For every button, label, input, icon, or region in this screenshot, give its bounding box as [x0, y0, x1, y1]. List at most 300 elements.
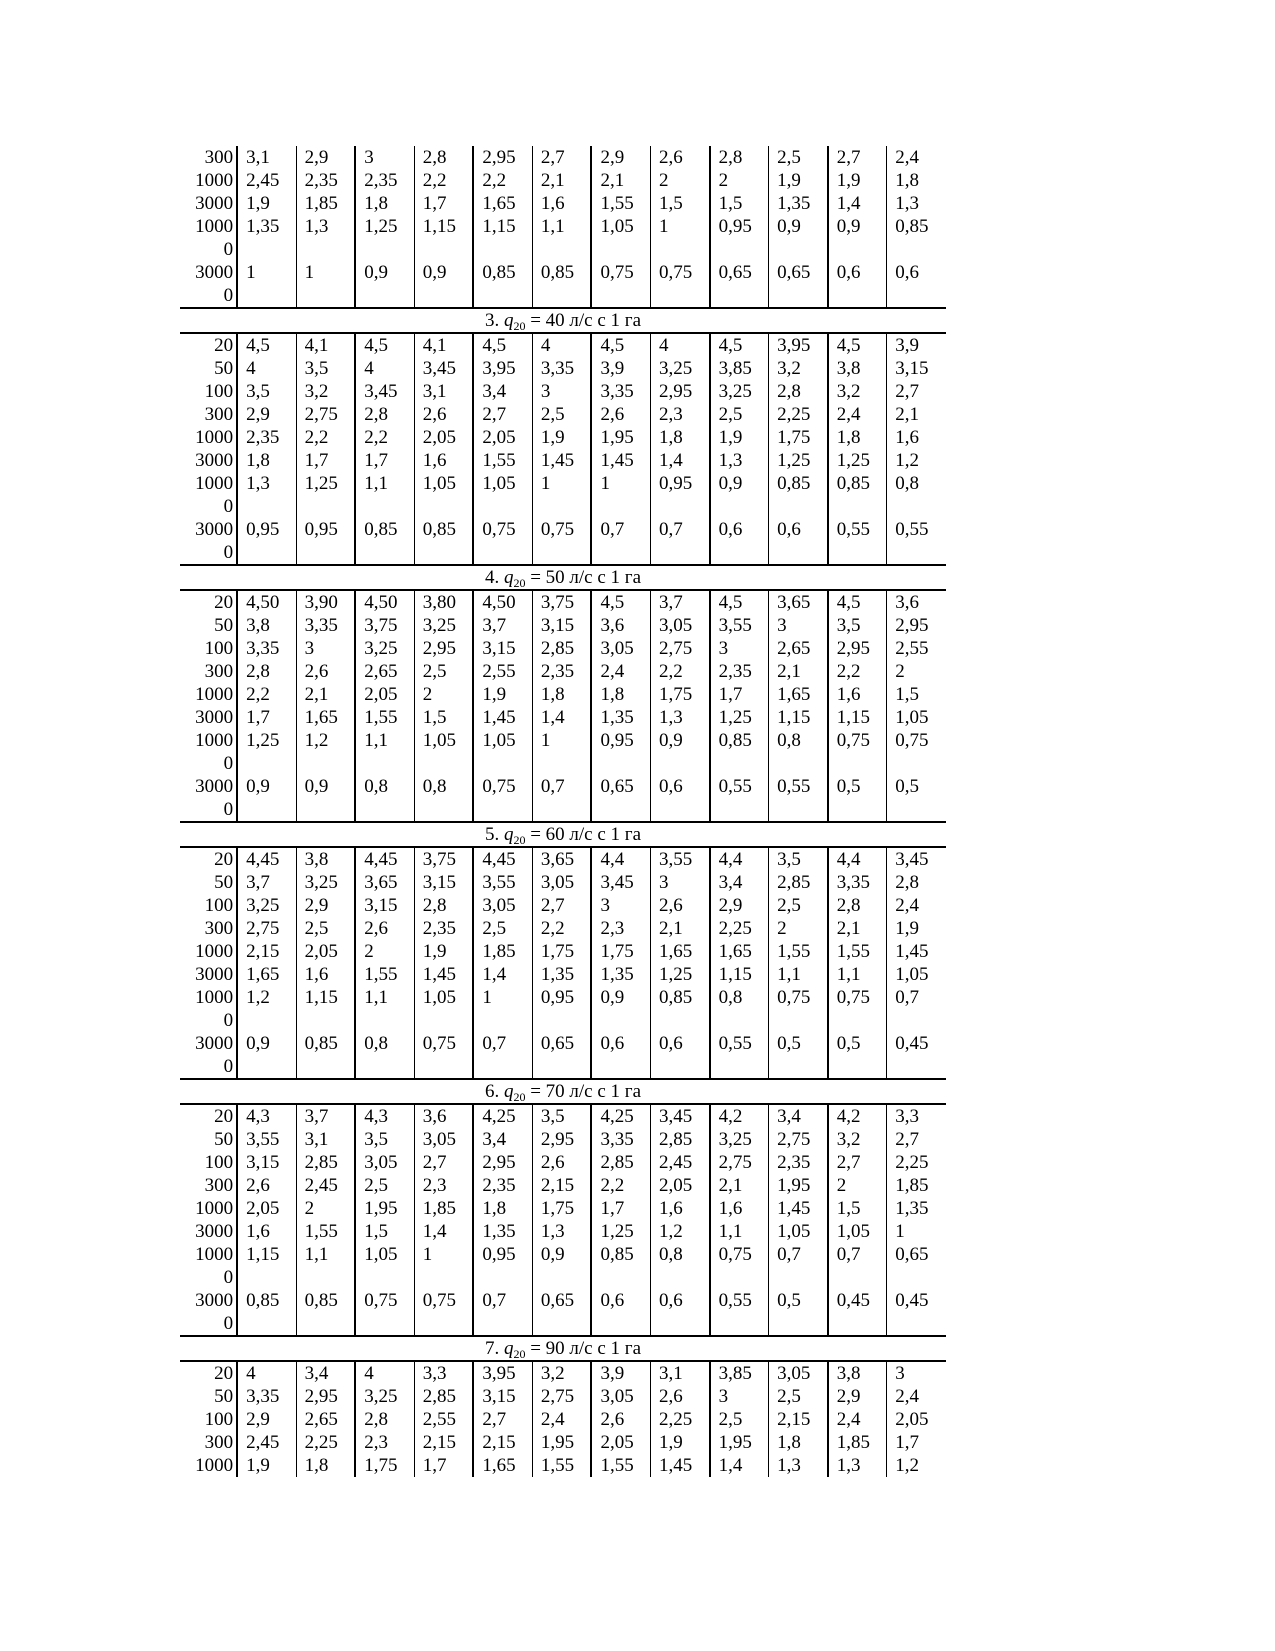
- table-cell: 2,6: [651, 1385, 710, 1408]
- table-cell: 2,7: [532, 146, 591, 169]
- table-cell: 0,65: [532, 1289, 591, 1336]
- table-cell: 1,8: [769, 1431, 828, 1454]
- table-cell: 0,45: [887, 1289, 946, 1336]
- table-row: [180, 169, 946, 192]
- table-cell: 0,75: [710, 1243, 769, 1289]
- table-row: [180, 1174, 946, 1197]
- table-row: [180, 449, 946, 472]
- table-cell: 2,55: [414, 1408, 473, 1431]
- table-cell: 0,45: [828, 1289, 887, 1336]
- row-label: 3000: [195, 1221, 234, 1242]
- table-row: [180, 660, 946, 683]
- table-cell: 0,6: [651, 1289, 710, 1336]
- table-cell: 2,5: [355, 1174, 414, 1197]
- row-label: 1000 0: [195, 473, 234, 517]
- table-cell: 1,25: [651, 963, 710, 986]
- table-cell: 3,05: [355, 1151, 414, 1174]
- table-cell: 2,2: [296, 426, 355, 449]
- table-cell: 3,45: [887, 847, 946, 871]
- table-cell: 1,3: [710, 449, 769, 472]
- row-label: 100: [204, 638, 234, 659]
- row-label: 300: [204, 1432, 234, 1453]
- table-cell: 1,3: [887, 192, 946, 215]
- table-cell: 1,75: [591, 940, 650, 963]
- table-cell: 3,25: [710, 1128, 769, 1151]
- table-cell: 1,6: [887, 426, 946, 449]
- table-row: [180, 1289, 946, 1336]
- table-cell: 3: [591, 894, 650, 917]
- table-cell: 1,8: [355, 192, 414, 215]
- table-cell: 1,95: [532, 1431, 591, 1454]
- table-cell: 0,9: [651, 729, 710, 775]
- table-cell: 0,5: [769, 1032, 828, 1079]
- table-cell: 2,75: [532, 1385, 591, 1408]
- table-cell: 2,85: [414, 1385, 473, 1408]
- table-row: [180, 986, 946, 1032]
- table-cell: 1,2: [296, 729, 355, 775]
- section-header-prefix: 3.: [484, 310, 504, 331]
- table-cell: 1,55: [355, 706, 414, 729]
- table-row: [180, 380, 946, 403]
- table-cell: 0,85: [296, 1289, 355, 1336]
- table-row: [180, 1243, 946, 1289]
- table-cell: 2,95: [296, 1385, 355, 1408]
- table-cell: 4,2: [710, 1104, 769, 1128]
- table-row: [180, 192, 946, 215]
- row-label: 100: [204, 895, 234, 916]
- table-cell: 1,8: [591, 683, 650, 706]
- table-cell: 4,50: [355, 590, 414, 614]
- table-cell: 2,4: [887, 894, 946, 917]
- table-cell: 1,55: [828, 940, 887, 963]
- table-cell: 1: [887, 1220, 946, 1243]
- table-cell: 0,95: [473, 1243, 532, 1289]
- row-label: 3000: [195, 193, 234, 214]
- table-cell: 3,1: [651, 1361, 710, 1385]
- table-cell: 3,25: [355, 1385, 414, 1408]
- table-cell: 1,4: [473, 963, 532, 986]
- table-cell: 0,7: [473, 1032, 532, 1079]
- table-cell: 3,9: [887, 333, 946, 357]
- table-cell: 0,75: [651, 261, 710, 308]
- table-cell: 2,8: [237, 660, 296, 683]
- table-row: [180, 963, 946, 986]
- table-cell: 0,9: [532, 1243, 591, 1289]
- table-cell: 2,5: [769, 1385, 828, 1408]
- row-label: 1000 0: [195, 987, 234, 1031]
- table-cell: 3,65: [769, 590, 828, 614]
- table-cell: 3,55: [651, 847, 710, 871]
- table-cell: 1,2: [237, 986, 296, 1032]
- table-cell: 0,75: [414, 1032, 473, 1079]
- table-cell: 2,5: [710, 403, 769, 426]
- table-cell: 1,35: [473, 1220, 532, 1243]
- table-row: [180, 518, 946, 565]
- table-cell: 3,2: [532, 1361, 591, 1385]
- row-label: 50: [214, 1129, 234, 1150]
- table-cell: 3,35: [237, 1385, 296, 1408]
- table-cell: 1,15: [414, 215, 473, 261]
- table-cell: 0,55: [710, 775, 769, 822]
- table-cell: 2,2: [355, 426, 414, 449]
- table-cell: 3,15: [355, 894, 414, 917]
- table-cell: 4,5: [828, 333, 887, 357]
- table-cell: 0,6: [828, 261, 887, 308]
- table-cell: 1,1: [769, 963, 828, 986]
- table-cell: 2,05: [651, 1174, 710, 1197]
- table-cell: 2,9: [296, 146, 355, 169]
- table-cell: 2,6: [414, 403, 473, 426]
- table-cell: 0,8: [355, 1032, 414, 1079]
- row-label: 300: [204, 661, 234, 682]
- table-cell: 2,3: [591, 917, 650, 940]
- table-cell: 3,55: [237, 1128, 296, 1151]
- section-header-suffix: = 40 л/с с 1 га: [525, 310, 642, 331]
- table-row: [180, 403, 946, 426]
- flow-symbol-subscript: 20: [513, 1347, 526, 1361]
- flow-symbol-subscript: 20: [513, 576, 526, 590]
- table-cell: 1,35: [769, 192, 828, 215]
- table-cell: 2,8: [828, 894, 887, 917]
- data-table: [180, 146, 946, 309]
- table-cell: 1,9: [769, 169, 828, 192]
- table-row: [180, 1104, 946, 1128]
- table-cell: 1: [532, 472, 591, 518]
- table-cell: 3,45: [591, 871, 650, 894]
- table-cell: 1,55: [591, 1454, 650, 1477]
- table-cell: 2,05: [887, 1408, 946, 1431]
- table-cell: 0,75: [355, 1289, 414, 1336]
- table-cell: 2,45: [651, 1151, 710, 1174]
- table-cell: 2: [414, 683, 473, 706]
- table-cell: 4,5: [355, 333, 414, 357]
- table-cell: 3,15: [887, 357, 946, 380]
- section-header: [180, 309, 946, 332]
- table-cell: 3,35: [237, 637, 296, 660]
- table-cell: 3,5: [237, 380, 296, 403]
- table-cell: 4,5: [710, 590, 769, 614]
- table-cell: 0,7: [828, 1243, 887, 1289]
- table-cell: 3,25: [355, 637, 414, 660]
- table-cell: 0,65: [591, 775, 650, 822]
- table-row: [180, 1408, 946, 1431]
- table-cell: 1: [414, 1243, 473, 1289]
- row-label: 50: [214, 872, 234, 893]
- table-cell: 2,15: [473, 1431, 532, 1454]
- table-cell: 1,3: [651, 706, 710, 729]
- table-cell: 2,05: [591, 1431, 650, 1454]
- table-cell: 0,75: [532, 518, 591, 565]
- table-cell: 4: [651, 333, 710, 357]
- table-cell: 1,1: [710, 1220, 769, 1243]
- table-cell: 1,65: [710, 940, 769, 963]
- table-cell: 1,8: [237, 449, 296, 472]
- table-cell: 2,25: [296, 1431, 355, 1454]
- row-label: 100: [204, 381, 234, 402]
- table-cell: 3,2: [296, 380, 355, 403]
- table-cell: 1,35: [591, 963, 650, 986]
- row-label: 3000 0: [195, 262, 234, 306]
- table-cell: 2,75: [651, 637, 710, 660]
- table-cell: 2,05: [237, 1197, 296, 1220]
- row-label: 3000 0: [195, 776, 234, 820]
- table-cell: 0,95: [710, 215, 769, 261]
- flow-symbol-subscript: 20: [513, 833, 526, 847]
- table-cell: 3,45: [414, 357, 473, 380]
- flow-symbol-subscript: 20: [513, 319, 526, 333]
- table-cell: 1,45: [532, 449, 591, 472]
- row-label: 1000 0: [195, 730, 234, 774]
- table-cell: 1,9: [651, 1431, 710, 1454]
- table-cell: 3: [651, 871, 710, 894]
- table-cell: 1,65: [473, 1454, 532, 1477]
- table-cell: 2,35: [532, 660, 591, 683]
- table-row: [180, 357, 946, 380]
- table-cell: 2: [355, 940, 414, 963]
- table-cell: 3,9: [591, 1361, 650, 1385]
- table-cell: 4,3: [237, 1104, 296, 1128]
- row-label: 3000 0: [195, 1033, 234, 1077]
- table-row: [180, 917, 946, 940]
- table-cell: 2,9: [710, 894, 769, 917]
- table-cell: 1,5: [887, 683, 946, 706]
- table-cell: 0,7: [651, 518, 710, 565]
- row-label: 1000: [195, 170, 234, 191]
- table-cell: 0,75: [473, 775, 532, 822]
- table-cell: 3,5: [296, 357, 355, 380]
- table-cell: 1,3: [828, 1454, 887, 1477]
- table-row: [180, 1151, 946, 1174]
- table-cell: 1,5: [651, 192, 710, 215]
- row-label: 20: [214, 1363, 234, 1384]
- table-cell: 2,8: [414, 146, 473, 169]
- table-cell: 1,4: [710, 1454, 769, 1477]
- table-cell: 3,75: [532, 590, 591, 614]
- table-cell: 1,5: [710, 192, 769, 215]
- table-cell: 1,05: [473, 472, 532, 518]
- table-cell: 1,9: [414, 940, 473, 963]
- table-cell: 3,05: [414, 1128, 473, 1151]
- table-cell: 3,15: [237, 1151, 296, 1174]
- table-row: [180, 146, 946, 169]
- table-cell: 0,95: [296, 518, 355, 565]
- table-cell: 1,9: [828, 169, 887, 192]
- tables-region: [180, 146, 946, 1477]
- table-cell: 4: [237, 357, 296, 380]
- table-cell: 2,3: [355, 1431, 414, 1454]
- table-cell: 3,6: [887, 590, 946, 614]
- table-row: [180, 1361, 946, 1385]
- table-cell: 1,05: [414, 472, 473, 518]
- table-cell: 4,2: [828, 1104, 887, 1128]
- section-header-suffix: = 50 л/с с 1 га: [525, 567, 642, 588]
- table-cell: 2,6: [237, 1174, 296, 1197]
- table-cell: 2,1: [296, 683, 355, 706]
- table-cell: 1,25: [591, 1220, 650, 1243]
- table-cell: 2,55: [473, 660, 532, 683]
- table-cell: 2,95: [887, 614, 946, 637]
- table-cell: 2,85: [591, 1151, 650, 1174]
- table-cell: 3,4: [710, 871, 769, 894]
- table-cell: 0,55: [710, 1289, 769, 1336]
- row-label: 1000: [195, 1455, 234, 1476]
- table-cell: 3: [532, 380, 591, 403]
- table-cell: 3: [296, 637, 355, 660]
- table-cell: 2,6: [532, 1151, 591, 1174]
- table-cell: 3,9: [591, 357, 650, 380]
- table-cell: 0,85: [237, 1289, 296, 1336]
- table-cell: 4,1: [296, 333, 355, 357]
- flow-symbol: q: [503, 567, 514, 588]
- table-row: [180, 426, 946, 449]
- row-label: 300: [204, 918, 234, 939]
- table-cell: 1,05: [414, 986, 473, 1032]
- table-cell: 2,5: [769, 894, 828, 917]
- table-cell: 0,85: [710, 729, 769, 775]
- table-cell: 2,1: [710, 1174, 769, 1197]
- table-cell: 0,75: [769, 986, 828, 1032]
- table-cell: 1,85: [296, 192, 355, 215]
- table-cell: 2,5: [296, 917, 355, 940]
- table-cell: 2,15: [769, 1408, 828, 1431]
- table-cell: 1,7: [414, 1454, 473, 1477]
- data-table: [180, 1103, 946, 1337]
- table-cell: 2,35: [769, 1151, 828, 1174]
- section-header-prefix: 4.: [484, 567, 504, 588]
- table-cell: 1,6: [710, 1197, 769, 1220]
- table-cell: 2,05: [414, 426, 473, 449]
- table-cell: 1,1: [532, 215, 591, 261]
- table-cell: 1,45: [769, 1197, 828, 1220]
- table-cell: 2,8: [414, 894, 473, 917]
- table-cell: 1,05: [887, 706, 946, 729]
- table-cell: 1,75: [651, 683, 710, 706]
- table-row: [180, 261, 946, 308]
- table-cell: 2,2: [237, 683, 296, 706]
- row-label: 300: [204, 404, 234, 425]
- table-cell: 2,7: [887, 1128, 946, 1151]
- table-cell: 3,8: [828, 357, 887, 380]
- table-cell: 4,4: [591, 847, 650, 871]
- table-cell: 1,9: [887, 917, 946, 940]
- table-cell: 2,35: [414, 917, 473, 940]
- table-cell: 3,8: [237, 614, 296, 637]
- row-label: 50: [214, 358, 234, 379]
- table-cell: 2,2: [532, 917, 591, 940]
- table-cell: 3,2: [828, 1128, 887, 1151]
- table-cell: 1,6: [828, 683, 887, 706]
- table-cell: 0,85: [887, 215, 946, 261]
- table-cell: 1,15: [237, 1243, 296, 1289]
- table-cell: 3,85: [710, 357, 769, 380]
- row-label: 20: [214, 335, 234, 356]
- table-cell: 2,9: [237, 1408, 296, 1431]
- table-cell: 0,5: [769, 1289, 828, 1336]
- table-cell: 2,7: [473, 403, 532, 426]
- table-cell: 3,90: [296, 590, 355, 614]
- table-cell: 1,1: [355, 472, 414, 518]
- table-cell: 2,85: [296, 1151, 355, 1174]
- table-cell: 1,9: [473, 683, 532, 706]
- table-cell: 1,7: [414, 192, 473, 215]
- table-cell: 0,75: [887, 729, 946, 775]
- table-cell: 0,6: [887, 261, 946, 308]
- table-cell: 0,6: [651, 775, 710, 822]
- table-cell: 0,7: [532, 775, 591, 822]
- table-cell: 1,15: [710, 963, 769, 986]
- table-cell: 1,15: [473, 215, 532, 261]
- table-cell: 2,2: [828, 660, 887, 683]
- table-cell: 1,3: [532, 1220, 591, 1243]
- table-cell: 1,5: [355, 1220, 414, 1243]
- table-cell: 0,8: [887, 472, 946, 518]
- table-cell: 0,5: [828, 775, 887, 822]
- data-table: [180, 1360, 946, 1477]
- section-header: [180, 1337, 946, 1360]
- table-cell: 4,50: [473, 590, 532, 614]
- table-row: [180, 1032, 946, 1079]
- table-cell: 2,65: [355, 660, 414, 683]
- table-cell: 0,6: [591, 1289, 650, 1336]
- table-cell: 1,7: [296, 449, 355, 472]
- table-cell: 3,5: [769, 847, 828, 871]
- table-cell: 3,25: [237, 894, 296, 917]
- table-cell: 3,55: [710, 614, 769, 637]
- table-cell: 3,4: [296, 1361, 355, 1385]
- table-cell: 2,65: [769, 637, 828, 660]
- table-cell: 1,75: [355, 1454, 414, 1477]
- table-cell: 1,7: [355, 449, 414, 472]
- table-cell: 3,65: [532, 847, 591, 871]
- table-cell: 2,15: [237, 940, 296, 963]
- table-cell: 2,9: [237, 403, 296, 426]
- table-cell: 2,9: [828, 1385, 887, 1408]
- table-cell: 2,6: [296, 660, 355, 683]
- table-cell: 2,45: [237, 1431, 296, 1454]
- table-cell: 0,9: [769, 215, 828, 261]
- table-cell: 1,5: [414, 706, 473, 729]
- table-cell: 1,55: [591, 192, 650, 215]
- table-cell: 1,15: [769, 706, 828, 729]
- table-cell: 0,5: [828, 1032, 887, 1079]
- row-label: 3000 0: [195, 1290, 234, 1334]
- section-header-prefix: 5.: [484, 824, 504, 845]
- table-cell: 0,75: [828, 986, 887, 1032]
- table-cell: 1,4: [828, 192, 887, 215]
- table-cell: 2,2: [651, 660, 710, 683]
- table-cell: 3: [710, 637, 769, 660]
- table-cell: 1,25: [828, 449, 887, 472]
- table-row: [180, 1220, 946, 1243]
- table-cell: 3,7: [296, 1104, 355, 1128]
- row-label: 1000 0: [195, 216, 234, 260]
- table-cell: 0,65: [769, 261, 828, 308]
- table-cell: 0,7: [769, 1243, 828, 1289]
- table-cell: 1,9: [710, 426, 769, 449]
- table-cell: 1,8: [473, 1197, 532, 1220]
- table-cell: 3,35: [591, 380, 650, 403]
- table-cell: 0,85: [414, 518, 473, 565]
- table-cell: 3,7: [237, 871, 296, 894]
- table-row: [180, 940, 946, 963]
- table-cell: 0,75: [473, 518, 532, 565]
- table-cell: 2,75: [296, 403, 355, 426]
- table-cell: 1: [651, 215, 710, 261]
- table-cell: 2,9: [591, 146, 650, 169]
- table-cell: 3,7: [651, 590, 710, 614]
- table-cell: 2,7: [828, 146, 887, 169]
- table-cell: 1,1: [355, 986, 414, 1032]
